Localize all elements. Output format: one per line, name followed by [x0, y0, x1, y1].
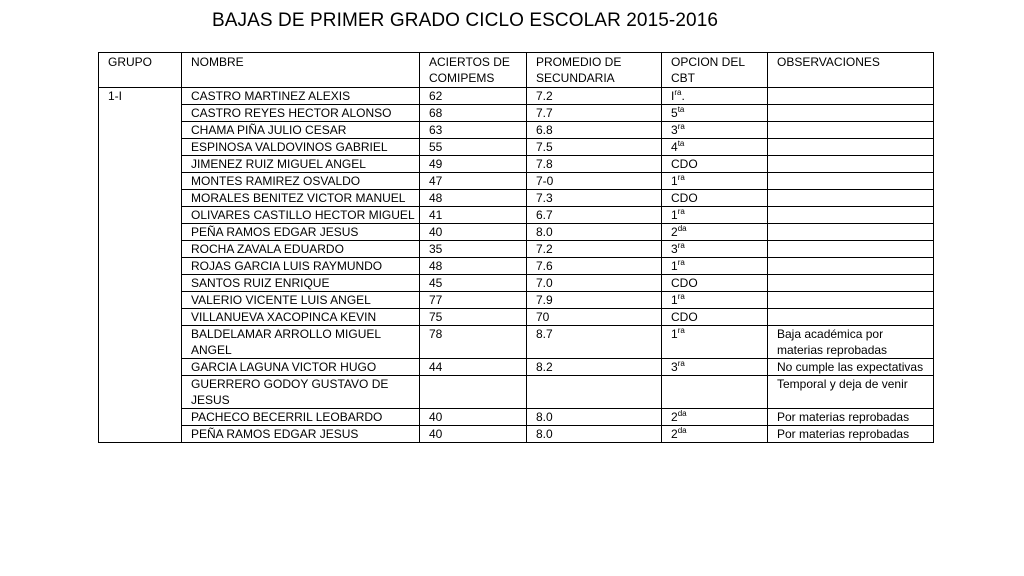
- nombre-cell: ESPINOSA VALDOVINOS GABRIEL: [182, 139, 420, 156]
- observaciones-cell: Temporal y deja de venir: [768, 376, 934, 409]
- table-row: [99, 207, 934, 224]
- aciertos-cell: 48: [420, 190, 527, 207]
- opcion-cell: [662, 241, 768, 258]
- header-aciertos: ACIERTOS DE COMIPEMS: [420, 53, 527, 88]
- nombre-cell: ROCHA ZAVALA EDUARDO: [182, 241, 420, 258]
- opcion-cell: [662, 376, 768, 409]
- opcion-ordinal-suffix: da: [677, 426, 687, 435]
- observaciones-cell: [768, 275, 934, 292]
- opcion-ordinal-suffix: ra: [677, 359, 685, 368]
- opcion-cell: [662, 426, 768, 443]
- promedio-cell: 70: [527, 309, 662, 326]
- table-body: [99, 88, 934, 443]
- nombre-cell: OLIVARES CASTILLO HECTOR MIGUEL: [182, 207, 420, 224]
- observaciones-cell: Por materias reprobadas: [768, 426, 934, 443]
- aciertos-cell: 55: [420, 139, 527, 156]
- aciertos-cell: 45: [420, 275, 527, 292]
- nombre-cell: ROJAS GARCIA LUIS RAYMUNDO: [182, 258, 420, 275]
- table-row: [99, 426, 934, 443]
- opcion-ordinal-suffix: ra: [677, 292, 685, 301]
- aciertos-cell: 44: [420, 359, 527, 376]
- promedio-cell: 8.2: [527, 359, 662, 376]
- nombre-cell: GUERRERO GODOY GUSTAVO DE JESUS: [182, 376, 420, 409]
- table-row: [99, 275, 934, 292]
- aciertos-cell: 41: [420, 207, 527, 224]
- table-row: [99, 376, 934, 409]
- opcion-value: CDO: [671, 276, 698, 290]
- observaciones-cell: [768, 105, 934, 122]
- observaciones-cell: [768, 309, 934, 326]
- opcion-value: 1: [671, 293, 678, 307]
- opcion-cell: [662, 292, 768, 309]
- opcion-cell: [662, 359, 768, 376]
- table-row: [99, 241, 934, 258]
- opcion-ordinal-suffix: da: [677, 409, 687, 418]
- table-row: [99, 105, 934, 122]
- opcion-cell: [662, 224, 768, 241]
- promedio-cell: 8.0: [527, 409, 662, 426]
- observaciones-cell: [768, 207, 934, 224]
- promedio-cell: 7-0: [527, 173, 662, 190]
- table-row: [99, 224, 934, 241]
- aciertos-cell: 68: [420, 105, 527, 122]
- opcion-value: CDO: [671, 310, 698, 324]
- nombre-cell: PEÑA RAMOS EDGAR JESUS: [182, 224, 420, 241]
- opcion-trailing-mark: .: [681, 89, 685, 103]
- aciertos-cell: 77: [420, 292, 527, 309]
- promedio-cell: 6.7: [527, 207, 662, 224]
- opcion-cell: [662, 258, 768, 275]
- opcion-ordinal-suffix: ra: [677, 326, 685, 335]
- table-header-row: [99, 53, 934, 88]
- nombre-cell: VALERIO VICENTE LUIS ANGEL: [182, 292, 420, 309]
- opcion-cell: [662, 88, 768, 105]
- opcion-value: 1: [671, 208, 678, 222]
- nombre-cell: SANTOS RUIZ ENRIQUE: [182, 275, 420, 292]
- aciertos-cell: 78: [420, 326, 527, 359]
- opcion-ordinal-suffix: ta: [677, 105, 685, 114]
- aciertos-cell: 40: [420, 426, 527, 443]
- observaciones-cell: No cumple las expectativas: [768, 359, 934, 376]
- opcion-cell: [662, 139, 768, 156]
- opcion-value: 2: [671, 427, 678, 441]
- aciertos-cell: [420, 376, 527, 409]
- aciertos-cell: 35: [420, 241, 527, 258]
- opcion-ordinal-suffix: ra: [677, 173, 685, 182]
- opcion-ordinal-suffix: da: [677, 224, 687, 233]
- opcion-value: 5: [671, 106, 678, 120]
- promedio-cell: 7.5: [527, 139, 662, 156]
- table-row: [99, 326, 934, 359]
- aciertos-cell: 63: [420, 122, 527, 139]
- nombre-cell: GARCIA LAGUNA VICTOR HUGO: [182, 359, 420, 376]
- opcion-cell: [662, 105, 768, 122]
- observaciones-cell: [768, 122, 934, 139]
- observaciones-cell: [768, 241, 934, 258]
- opcion-value: 1: [671, 174, 678, 188]
- aciertos-cell: 40: [420, 409, 527, 426]
- aciertos-cell: 75: [420, 309, 527, 326]
- opcion-cell: [662, 275, 768, 292]
- promedio-cell: 7.0: [527, 275, 662, 292]
- observaciones-cell: Por materias reprobadas: [768, 409, 934, 426]
- nombre-cell: MONTES RAMIREZ OSVALDO: [182, 173, 420, 190]
- page-title: BAJAS DE PRIMER GRADO CICLO ESCOLAR 2015-2016: [211, 10, 719, 31]
- nombre-cell: CHAMA PIÑA JULIO CESAR: [182, 122, 420, 139]
- opcion-cell: [662, 326, 768, 359]
- promedio-cell: 7.9: [527, 292, 662, 309]
- table-row: [99, 359, 934, 376]
- table-row: [99, 122, 934, 139]
- header-promedio: PROMEDIO DE SECUNDARIA: [527, 53, 662, 88]
- header-nombre: NOMBRE: [182, 53, 420, 88]
- promedio-cell: 7.8: [527, 156, 662, 173]
- promedio-cell: 7.7: [527, 105, 662, 122]
- bajas-table: [98, 52, 934, 443]
- observaciones-cell: [768, 258, 934, 275]
- promedio-cell: 8.0: [527, 224, 662, 241]
- header-opcion: OPCION DEL CBT: [662, 53, 768, 88]
- nombre-cell: CASTRO REYES HECTOR ALONSO: [182, 105, 420, 122]
- opcion-ordinal-suffix: ra: [677, 258, 685, 267]
- table-row: [99, 409, 934, 426]
- opcion-value: 2: [671, 410, 678, 424]
- table-row: [99, 173, 934, 190]
- nombre-cell: MORALES BENITEZ VICTOR MANUEL: [182, 190, 420, 207]
- promedio-cell: 7.3: [527, 190, 662, 207]
- table-row: [99, 88, 934, 105]
- table-row: [99, 156, 934, 173]
- promedio-cell: 6.8: [527, 122, 662, 139]
- opcion-value: I: [671, 89, 675, 103]
- opcion-ordinal-suffix: ra: [674, 88, 682, 97]
- opcion-value: 1: [671, 327, 678, 341]
- promedio-cell: 7.6: [527, 258, 662, 275]
- opcion-value: 3: [671, 360, 678, 374]
- table-row: [99, 258, 934, 275]
- opcion-value: 4: [671, 140, 678, 154]
- opcion-value: 3: [671, 242, 678, 256]
- observaciones-cell: Baja académica por materias reprobadas: [768, 326, 934, 359]
- table-row: [99, 139, 934, 156]
- aciertos-cell: 62: [420, 88, 527, 105]
- opcion-cell: [662, 122, 768, 139]
- observaciones-cell: [768, 139, 934, 156]
- promedio-cell: [527, 376, 662, 409]
- header-observaciones: OBSERVACIONES: [768, 53, 934, 88]
- observaciones-cell: [768, 156, 934, 173]
- opcion-value: 2: [671, 225, 678, 239]
- table-row: [99, 309, 934, 326]
- header-grupo: GRUPO: [99, 53, 182, 88]
- aciertos-cell: 49: [420, 156, 527, 173]
- opcion-cell: [662, 409, 768, 426]
- observaciones-cell: [768, 173, 934, 190]
- opcion-value: CDO: [671, 191, 698, 205]
- opcion-cell: [662, 207, 768, 224]
- aciertos-cell: 47: [420, 173, 527, 190]
- table-row: [99, 190, 934, 207]
- nombre-cell: VILLANUEVA XACOPINCA KEVIN: [182, 309, 420, 326]
- nombre-cell: PEÑA RAMOS EDGAR JESUS: [182, 426, 420, 443]
- observaciones-cell: [768, 190, 934, 207]
- opcion-value: 1: [671, 259, 678, 273]
- opcion-value: 3: [671, 123, 678, 137]
- nombre-cell: BALDELAMAR ARROLLO MIGUEL ANGEL: [182, 326, 420, 359]
- promedio-cell: 8.7: [527, 326, 662, 359]
- promedio-cell: 8.0: [527, 426, 662, 443]
- opcion-value: CDO: [671, 157, 698, 171]
- observaciones-cell: [768, 292, 934, 309]
- opcion-cell: [662, 309, 768, 326]
- opcion-ordinal-suffix: ra: [677, 122, 685, 131]
- opcion-ordinal-suffix: ra: [677, 241, 685, 250]
- promedio-cell: 7.2: [527, 88, 662, 105]
- aciertos-cell: 40: [420, 224, 527, 241]
- aciertos-cell: 48: [420, 258, 527, 275]
- opcion-cell: [662, 190, 768, 207]
- group-cell: 1-I: [99, 88, 182, 443]
- opcion-cell: [662, 156, 768, 173]
- table-row: [99, 292, 934, 309]
- nombre-cell: JIMENEZ RUIZ MIGUEL ANGEL: [182, 156, 420, 173]
- observaciones-cell: [768, 88, 934, 105]
- nombre-cell: CASTRO MARTINEZ ALEXIS: [182, 88, 420, 105]
- opcion-ordinal-suffix: ta: [677, 139, 685, 148]
- nombre-cell: PACHECO BECERRIL LEOBARDO: [182, 409, 420, 426]
- promedio-cell: 7.2: [527, 241, 662, 258]
- opcion-cell: [662, 173, 768, 190]
- opcion-ordinal-suffix: ra: [677, 207, 685, 216]
- observaciones-cell: [768, 224, 934, 241]
